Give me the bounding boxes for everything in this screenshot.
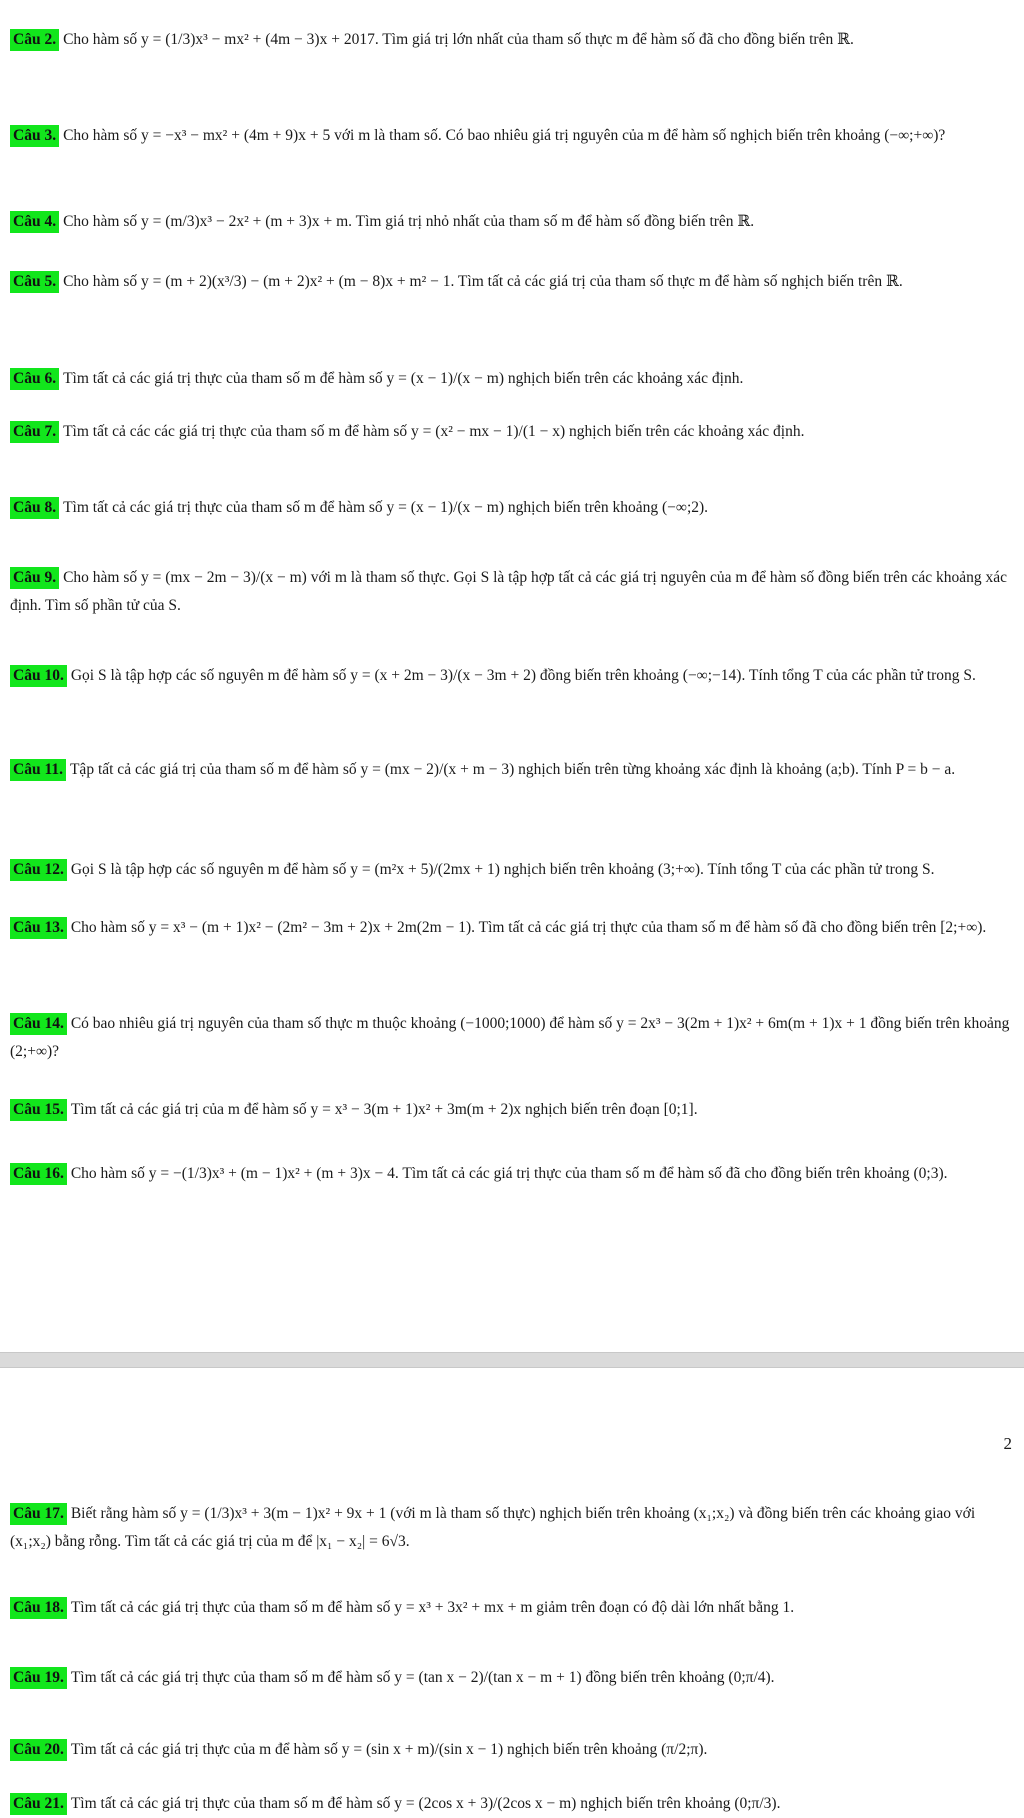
question-text: Tìm tất cả các giá trị của m để hàm số y = x³ − 3(m + 1)x² + 3m(m + 2)x nghịch biến trên đoạn [0;1]. bbox=[70, 1101, 698, 1118]
question-item bbox=[10, 1594, 1014, 1622]
question-text: Tìm tất cả các giá trị thực của tham số m để hàm số y = (tan x − 2)/(tan x − m + 1) đồng biến trên khoảng (0;π/4). bbox=[70, 1669, 775, 1686]
question-item bbox=[10, 914, 1014, 942]
question-item bbox=[10, 1096, 1014, 1124]
question-text: Tìm tất cả các giá trị thực của m để hàm số y = (sin x + m)/(sin x − 1) nghịch biến trên khoảng (π/2;π). bbox=[70, 1741, 708, 1758]
question-item bbox=[10, 1736, 1014, 1764]
question-text: Gọi S là tập hợp các số nguyên m để hàm số y = (m²x + 5)/(2mx + 1) nghịch biến trên khoảng (3;+∞). Tính tổng T của các phần tử trong S. bbox=[70, 861, 935, 878]
question-label: Câu 13. bbox=[10, 917, 67, 939]
question-label: Câu 5. bbox=[10, 271, 59, 293]
question-item bbox=[10, 1664, 1014, 1692]
question-text: Biết rằng hàm số y = (1/3)x³ + 3(m − 1)x² + 9x + 1 (với m là tham số thực) nghịch biến trên khoảng (x₁;x₂) và đồng biến trên các khoảng giao với (x₁;x₂) bằng rỗng. Tìm tất cả các giá trị của m để |x₁ − x₂| = 6√3. bbox=[10, 1505, 976, 1550]
question-item bbox=[10, 1010, 1014, 1066]
question-text: Tìm tất cả các giá trị thực của tham số m để hàm số y = (2cos x + 3)/(2cos x − m) nghịch biến trên khoảng (0;π/3). bbox=[70, 1795, 781, 1812]
question-item bbox=[10, 365, 1014, 393]
question-text: Cho hàm số y = (mx − 2m − 3)/(x − m) với m là tham số thực. Gọi S là tập hợp tất cả các giá trị nguyên của m để hàm số đồng biến trên các khoảng xác định. Tìm số phần tử của S. bbox=[10, 569, 1007, 614]
question-text: Tập tất cả các giá trị của tham số m để hàm số y = (mx − 2)/(x + m − 3) nghịch biến trên từng khoảng xác định là khoảng (a;b). Tính P = b − a. bbox=[69, 761, 956, 778]
question-item bbox=[10, 1790, 1014, 1818]
question-label: Câu 2. bbox=[10, 29, 59, 51]
question-text: Cho hàm số y = (1/3)x³ − mx² + (4m − 3)x + 2017. Tìm giá trị lớn nhất của tham số thực m để hàm số đã cho đồng biến trên ℝ. bbox=[63, 31, 854, 48]
question-text: Tìm tất cả các giá trị thực của tham số m để hàm số y = (x − 1)/(x − m) nghịch biến trên các khoảng xác định. bbox=[63, 370, 744, 387]
question-label: Câu 10. bbox=[10, 665, 67, 687]
question-label: Câu 20. bbox=[10, 1739, 67, 1761]
question-item bbox=[10, 856, 1014, 884]
question-item bbox=[10, 756, 1014, 784]
question-label: Câu 14. bbox=[10, 1013, 67, 1035]
question-text: Gọi S là tập hợp các số nguyên m để hàm số y = (x + 2m − 3)/(x − 3m + 2) đồng biến trên khoảng (−∞;−14). Tính tổng T của các phần tử trong S. bbox=[70, 667, 976, 684]
question-item bbox=[10, 494, 1014, 522]
question-item bbox=[10, 268, 1014, 296]
question-item bbox=[10, 208, 1014, 236]
page-number: 2 bbox=[1003, 1434, 1012, 1453]
question-item bbox=[10, 1500, 1014, 1556]
question-label: Câu 12. bbox=[10, 859, 67, 881]
question-label: Câu 6. bbox=[10, 368, 59, 390]
question-label: Câu 4. bbox=[10, 211, 59, 233]
question-item bbox=[10, 26, 1014, 54]
question-label: Câu 7. bbox=[10, 421, 59, 443]
question-label: Câu 19. bbox=[10, 1667, 67, 1689]
question-item bbox=[10, 1160, 1014, 1188]
question-label: Câu 8. bbox=[10, 497, 59, 519]
question-item bbox=[10, 122, 1014, 150]
question-text: Cho hàm số y = x³ − (m + 1)x² − (2m² − 3m + 2)x + 2m(2m − 1). Tìm tất cả các giá trị thực của tham số m để hàm số đã cho đồng biến trên [2;+∞). bbox=[70, 919, 987, 936]
question-text: Cho hàm số y = (m + 2)(x³/3) − (m + 2)x² + (m − 8)x + m² − 1. Tìm tất cả các giá trị của tham số thực m để hàm số nghịch biến trên ℝ. bbox=[63, 273, 903, 290]
question-text: Tìm tất cả các các giá trị thực của tham số m để hàm số y = (x² − mx − 1)/(1 − x) nghịch biến trên các khoảng xác định. bbox=[63, 423, 805, 440]
question-text: Tìm tất cả các giá trị thực của tham số m để hàm số y = (x − 1)/(x − m) nghịch biến trên khoảng (−∞;2). bbox=[63, 499, 709, 516]
question-text: Có bao nhiêu giá trị nguyên của tham số thực m thuộc khoảng (−1000;1000) để hàm số y = 2x³ − 3(2m + 1)x² + 6m(m + 1)x + 1 đồng biến trên khoảng (2;+∞)? bbox=[10, 1015, 1010, 1060]
question-text: Cho hàm số y = (m/3)x³ − 2x² + (m + 3)x + m. Tìm giá trị nhỏ nhất của tham số m để hàm số đồng biến trên ℝ. bbox=[63, 213, 755, 230]
question-label: Câu 9. bbox=[10, 567, 59, 589]
question-item bbox=[10, 564, 1014, 620]
question-label: Câu 16. bbox=[10, 1163, 67, 1185]
question-label: Câu 11. bbox=[10, 759, 66, 781]
question-item bbox=[10, 662, 1014, 690]
question-label: Câu 21. bbox=[10, 1793, 67, 1815]
question-label: Câu 15. bbox=[10, 1099, 67, 1121]
page-break bbox=[0, 1352, 1024, 1368]
question-text: Cho hàm số y = −(1/3)x³ + (m − 1)x² + (m + 3)x − 4. Tìm tất cả các giá trị thực của tham số m để hàm số đã cho đồng biến trên khoảng (0;3). bbox=[70, 1165, 948, 1182]
question-text: Cho hàm số y = −x³ − mx² + (4m + 9)x + 5 với m là tham số. Có bao nhiêu giá trị nguyên của m để hàm số nghịch biến trên khoảng (−∞;+∞)? bbox=[63, 127, 946, 144]
question-item bbox=[10, 418, 1014, 446]
question-text: Tìm tất cả các giá trị thực của tham số m để hàm số y = x³ + 3x² + mx + m giảm trên đoạn có độ dài lớn nhất bằng 1. bbox=[70, 1599, 795, 1616]
question-label: Câu 18. bbox=[10, 1597, 67, 1619]
question-label: Câu 3. bbox=[10, 125, 59, 147]
question-label: Câu 17. bbox=[10, 1503, 67, 1525]
